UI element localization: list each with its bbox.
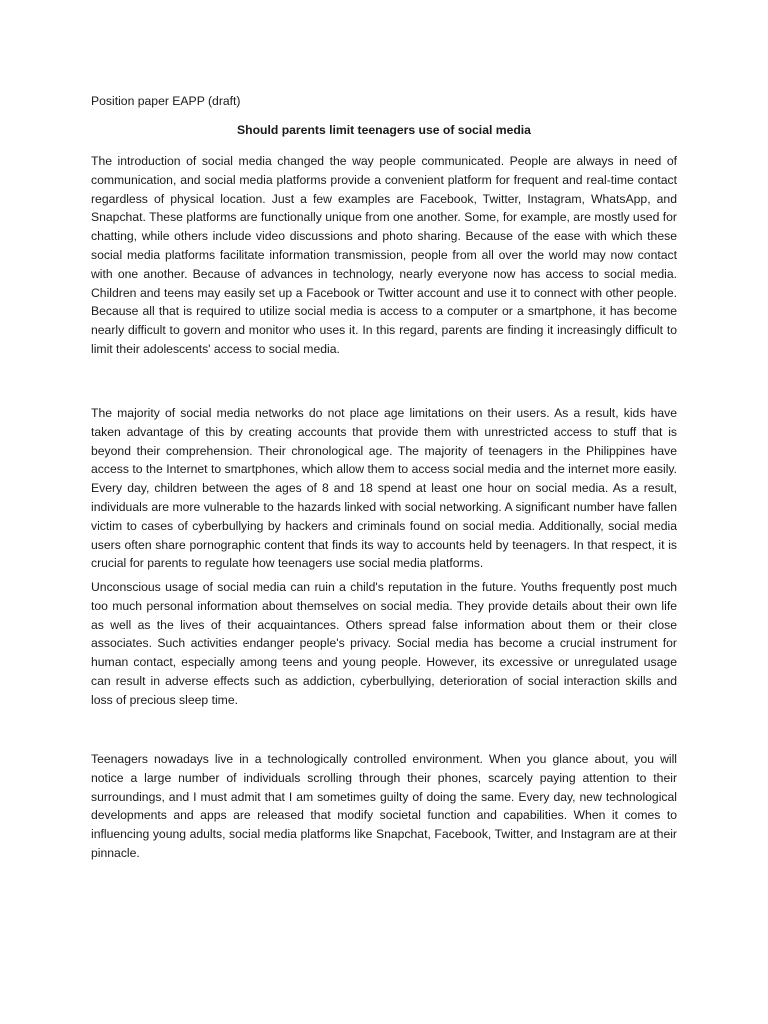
document-heading: Position paper EAPP (draft) (91, 94, 241, 108)
paragraph-reputation: Unconscious usage of social media can ruin a child's reputation in the future. Youths frequently post much too much personal information about themselves on social media. They provide details about their own life as well as the lives of their acquaintances. Others spread false information about them or their close associates. Such activities endanger people's privacy. Social media has become a crucial instrument for human contact, especially among teens and young people. However, its excessive or unregulated usage can result in adverse effects such as addiction, cyberbullying, deterioration of social interaction skills and loss of precious sleep time. (91, 580, 677, 707)
paragraph-technology-environment: Teenagers nowadays live in a technologically controlled environment. When you glance about, you will notice a large number of individuals scrolling through their phones, scarcely paying attention to their surroundings, and I must admit that I am sometimes guilty of doing the same. Every day, new technological developments and apps are released that modify societal function and capabilities. When it comes to influencing young adults, social media platforms like Snapchat, Facebook, Twitter, and Instagram are at their pinnacle. (91, 752, 677, 860)
paragraph-age-limitations: The majority of social media networks do not place age limitations on their users. As a result, kids have taken advantage of this by creating accounts that provide them with unrestricted access to stuff that is beyond their comprehension. Their chronological age. The majority of teenagers in the Philippines have access to the Internet to smartphones, which allow them to access social media and the internet more easily. Every day, children between the ages of 8 and 18 spend at least one hour on social media. As a result, individuals are more vulnerable to the hazards linked with social networking. A significant number have fallen victim to cases of cyberbullying by hackers and criminals found on social media. Additionally, social media users often share pornographic content that finds its way to accounts held by teenagers. In that respect, it is crucial for parents to regulate how teenagers use social media platforms. (91, 406, 677, 571)
paragraph-introduction: The introduction of social media changed the way people communicated. People are always in need of communication, and social media platforms provide a convenient platform for frequent and real-time contact regardless of physical location. Just a few examples are Facebook, Twitter, Instagram, WhatsApp, and Snapchat. These platforms are functionally unique from one another. Some, for example, are mostly used for chatting, while others include video discussions and photo sharing. Because of the ease with which these social media platforms facilitate information transmission, people from all over the world may now contact with one another. Because of advances in technology, nearly everyone now has access to social media. Children and teens may easily set up a Facebook or Twitter account and use it to connect with other people. Because all that is required to utilize social media is access to a computer or a smartphone, it has become nearly difficult to govern and monitor who uses it. In this regard, parents are finding it increasingly difficult to limit their adolescents' access to social media. (91, 154, 677, 356)
document-title: Should parents limit teenagers use of social media (237, 123, 531, 137)
